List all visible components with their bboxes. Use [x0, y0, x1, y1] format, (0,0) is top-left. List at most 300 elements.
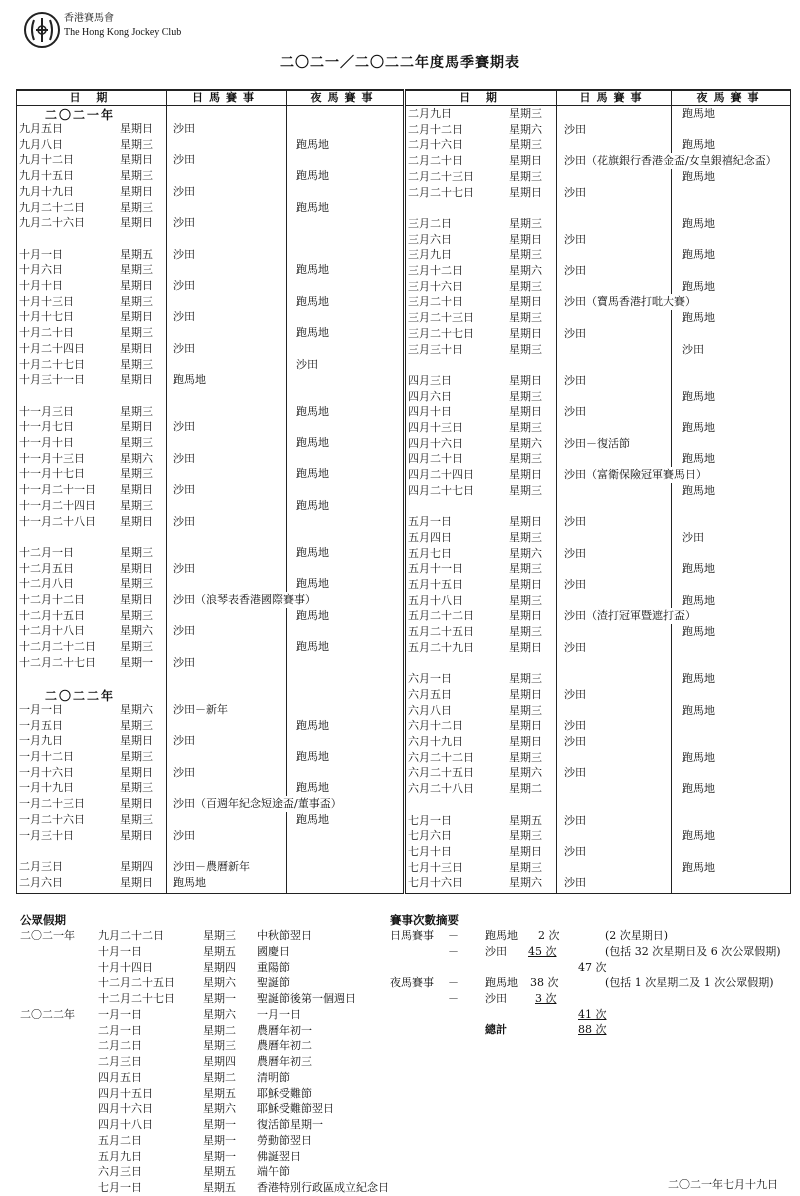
table-row [406, 247, 790, 263]
header-night-racing: 夜馬賽事 [310, 91, 379, 104]
weekday-cell: 星期三 [509, 625, 542, 639]
date-cell: 三月二日 [408, 216, 452, 230]
holiday-name: 端午節 [257, 1165, 290, 1179]
summary-dash: － [448, 945, 459, 958]
summary-title: 賽事次數摘要 [390, 913, 459, 927]
summary-total-count: 88 次 [578, 1023, 607, 1036]
table-row [406, 436, 790, 452]
holiday-name: 農曆年初一 [257, 1023, 312, 1037]
holiday-weekday: 星期一 [203, 1149, 236, 1163]
table-row [17, 231, 403, 247]
table-row [406, 404, 790, 420]
date-cell: 四月二十日 [408, 452, 463, 466]
holiday-name: 佛誕翌日 [257, 1149, 301, 1163]
holiday-row [20, 1086, 380, 1102]
weekday-cell: 星期日 [120, 122, 153, 135]
holiday-date: 四月十六日 [98, 1102, 153, 1116]
date-cell: 三月二十日 [408, 295, 463, 309]
weekday-cell: 星期日 [509, 326, 542, 340]
table-row [406, 734, 790, 750]
day-racing-cell: 跑馬地 [173, 875, 206, 889]
org-name [64, 12, 181, 40]
table-row [406, 216, 790, 232]
year-label-2021: 二〇二一年 [45, 108, 116, 122]
table-row [17, 372, 403, 388]
weekday-cell: 星期日 [120, 341, 153, 355]
day-racing-cell: 沙田（渣打冠軍暨遮打盃） [564, 609, 696, 623]
year-label-2022: 二〇二二年 [45, 689, 116, 703]
weekday-cell: 星期三 [120, 404, 153, 418]
day-racing-cell: 沙田 [564, 766, 586, 780]
table-row [17, 608, 403, 624]
date-cell: 十月十七日 [19, 310, 74, 324]
table-row [17, 545, 403, 561]
weekday-cell: 星期三 [509, 703, 542, 717]
weekday-cell: 星期日 [120, 373, 153, 387]
date-cell: 三月十六日 [408, 279, 463, 293]
header-date: 日 期 [69, 91, 114, 104]
table-row [406, 671, 790, 687]
weekday-cell: 星期日 [509, 844, 542, 858]
weekday-cell: 星期三 [509, 672, 542, 686]
holiday-weekday: 星期五 [203, 1165, 236, 1179]
holiday-row [20, 960, 380, 976]
holidays-title: 公眾假期 [20, 913, 66, 927]
table-row [406, 797, 790, 813]
night-racing-cell: 跑馬地 [296, 436, 329, 449]
weekday-cell: 星期三 [120, 498, 153, 512]
holiday-weekday: 星期六 [203, 1102, 236, 1116]
date-cell: 十月十三日 [19, 294, 74, 308]
day-racing-cell: 沙田 [173, 561, 195, 575]
weekday-cell: 星期三 [120, 200, 153, 214]
summary-night-hv-venue: 跑馬地 [485, 976, 518, 989]
day-racing-cell: 沙田 [564, 876, 586, 890]
weekday-cell: 星期三 [120, 812, 153, 826]
date-cell: 九月二十六日 [19, 216, 85, 230]
date-cell: 六月十二日 [408, 719, 463, 733]
weekday-cell: 星期三 [120, 263, 153, 277]
table-row [406, 279, 790, 295]
weekday-cell: 星期二 [509, 782, 542, 796]
night-racing-cell: 跑馬地 [682, 311, 715, 325]
holiday-row [20, 1164, 380, 1180]
day-racing-cell: 沙田 [564, 813, 586, 827]
weekday-cell: 星期三 [509, 107, 542, 120]
night-racing-cell: 跑馬地 [682, 216, 715, 230]
weekday-cell: 星期三 [509, 829, 542, 843]
date-cell: 十月三十一日 [19, 373, 85, 387]
weekday-cell: 星期日 [120, 483, 153, 497]
date-cell: 六月八日 [408, 703, 452, 717]
date-cell: 十月二十四日 [19, 341, 85, 355]
day-racing-cell: 沙田 [173, 420, 195, 434]
table-row [406, 499, 790, 515]
date-cell: 六月十九日 [408, 735, 463, 748]
date-cell: 一月三十日 [19, 828, 74, 842]
weekday-cell: 星期六 [120, 702, 153, 716]
summary-night-hv-count: 38 次 [530, 976, 559, 989]
weekday-cell: 星期三 [509, 138, 542, 152]
holiday-row [20, 944, 380, 960]
day-racing-cell: 沙田－復活節 [564, 436, 630, 450]
holiday-date: 二月一日 [98, 1023, 142, 1037]
summary-day-st-count: 45 次 [528, 945, 557, 958]
holiday-row [20, 1070, 380, 1086]
holiday-date: 九月二十二日 [98, 929, 164, 942]
date-cell: 十二月十五日 [19, 608, 85, 622]
night-racing-cell: 跑馬地 [682, 107, 715, 120]
weekday-cell: 星期三 [509, 593, 542, 607]
date-cell: 四月十六日 [408, 436, 463, 450]
day-racing-cell: 沙田（富衛保險冠軍賽馬日） [564, 468, 707, 482]
table-row [17, 514, 403, 530]
weekday-cell: 星期日 [120, 216, 153, 230]
night-racing-cell: 跑馬地 [296, 498, 329, 512]
date-cell: 四月三日 [408, 373, 452, 387]
weekday-cell: 星期日 [120, 184, 153, 198]
date-cell: 九月十二日 [19, 153, 74, 167]
date-cell: 十月十日 [19, 279, 63, 292]
weekday-cell: 星期日 [120, 279, 153, 292]
date-cell: 一月二十六日 [19, 812, 85, 826]
date-cell: 十二月二十七日 [19, 655, 96, 669]
night-racing-cell: 跑馬地 [682, 750, 715, 764]
night-racing-cell: 跑馬地 [682, 860, 715, 874]
holiday-row [20, 1007, 380, 1023]
day-racing-cell: 沙田 [173, 341, 195, 355]
holiday-weekday: 星期五 [203, 944, 236, 958]
holiday-name: 重陽節 [257, 960, 290, 974]
table-row [17, 168, 403, 184]
weekday-cell: 星期日 [509, 154, 542, 168]
table-row [406, 294, 790, 310]
table-row [406, 718, 790, 734]
table-row [17, 498, 403, 514]
date-cell: 十一月七日 [19, 420, 74, 434]
table-row [17, 623, 403, 639]
table-row [17, 592, 403, 608]
holiday-row [20, 928, 380, 944]
date-cell: 一月十二日 [19, 750, 74, 763]
date-cell: 三月六日 [408, 232, 452, 246]
weekday-cell: 星期日 [120, 593, 153, 606]
weekday-cell: 星期三 [509, 421, 542, 434]
date-cell: 七月十日 [408, 844, 452, 858]
table-row [406, 593, 790, 609]
weekday-cell: 星期三 [509, 248, 542, 262]
date-cell: 二月三日 [19, 859, 63, 873]
weekday-cell: 星期日 [509, 405, 542, 419]
table-row [17, 843, 403, 859]
day-racing-cell: 沙田 [564, 185, 586, 199]
night-racing-cell: 跑馬地 [296, 137, 329, 151]
holiday-row [20, 1023, 380, 1039]
holiday-row [20, 1038, 380, 1054]
date-cell: 五月十五日 [408, 578, 463, 591]
date-cell: 十二月八日 [19, 577, 74, 591]
weekday-cell: 星期日 [120, 310, 153, 324]
table-row [17, 686, 403, 702]
date-cell: 十一月二十一日 [19, 483, 96, 497]
date-cell: 五月十一日 [408, 562, 463, 576]
day-racing-cell: 沙田 [173, 247, 195, 261]
weekday-cell: 星期三 [509, 452, 542, 466]
day-racing-cell: 沙田（花旗銀行香港金盃/女皇銀禧紀念盃） [564, 154, 777, 168]
date-cell: 十二月五日 [19, 561, 74, 575]
day-racing-cell: 沙田 [564, 640, 586, 654]
holiday-row [20, 1054, 380, 1070]
date-cell: 五月十八日 [408, 593, 463, 607]
date-cell: 九月五日 [19, 122, 63, 135]
date-cell: 十一月十日 [19, 436, 74, 449]
date-cell: 二月十六日 [408, 138, 463, 152]
date-cell: 五月一日 [408, 515, 452, 529]
weekday-cell: 星期日 [509, 468, 542, 482]
table-row [17, 859, 403, 875]
table-row [406, 765, 790, 781]
weekday-cell: 星期日 [120, 828, 153, 842]
holiday-date: 十二月二十七日 [98, 992, 175, 1005]
weekday-cell: 星期日 [509, 578, 542, 591]
header-day-racing: 日馬賽事 [579, 91, 648, 104]
night-racing-cell: 跑馬地 [296, 750, 329, 763]
date-cell: 十一月二十八日 [19, 514, 96, 528]
schedule-table-left [16, 89, 404, 894]
page-title: 二〇二一／二〇二二年度馬季賽期表 [280, 55, 520, 71]
weekday-cell: 星期日 [509, 640, 542, 654]
day-racing-cell: 沙田 [564, 264, 586, 277]
table-row [17, 828, 403, 844]
holiday-name: 復活節星期一 [257, 1118, 323, 1131]
day-racing-cell: 沙田 [173, 514, 195, 528]
date-cell: 七月十六日 [408, 876, 463, 890]
date-cell: 十一月十三日 [19, 451, 85, 465]
day-racing-cell: 沙田 [173, 216, 195, 230]
date-cell: 十二月十二日 [19, 593, 85, 606]
table-row [17, 278, 403, 294]
holiday-name: 農曆年初三 [257, 1055, 312, 1068]
night-racing-cell: 跑馬地 [296, 640, 329, 654]
holiday-weekday: 星期二 [203, 1023, 236, 1037]
weekday-cell: 星期六 [509, 876, 542, 890]
weekday-cell: 星期六 [509, 436, 542, 450]
day-racing-cell: 沙田 [173, 734, 195, 748]
holiday-row [20, 1133, 380, 1149]
weekday-cell: 星期三 [120, 467, 153, 481]
org-name-en: The Hong Kong Jockey Club [64, 27, 182, 38]
weekday-cell: 星期日 [120, 797, 153, 811]
holiday-weekday: 星期四 [203, 960, 236, 974]
date-cell: 六月一日 [408, 672, 452, 686]
summary-day-st-venue: 沙田 [485, 945, 507, 958]
summary-night-hv-note: (包括 1 次星期二及 1 次公眾假期) [605, 976, 774, 989]
day-racing-cell: 沙田 [173, 451, 195, 465]
night-racing-cell: 跑馬地 [682, 625, 715, 639]
date-cell: 十一月二十四日 [19, 498, 96, 512]
summary-dash: － [448, 976, 459, 989]
weekday-cell: 星期四 [120, 859, 153, 873]
weekday-cell: 星期三 [120, 608, 153, 622]
weekday-cell: 星期三 [509, 311, 542, 325]
weekday-cell: 星期三 [120, 577, 153, 591]
holiday-row [20, 991, 380, 1007]
date-cell: 一月十九日 [19, 781, 74, 795]
table-row [406, 844, 790, 860]
weekday-cell: 星期一 [120, 655, 153, 669]
date-cell: 四月六日 [408, 389, 452, 403]
date-cell: 五月四日 [408, 530, 452, 544]
table-row [406, 106, 790, 122]
holiday-date: 十二月二十五日 [98, 976, 175, 990]
table-row [17, 419, 403, 435]
table-row [406, 703, 790, 719]
table-row [17, 482, 403, 498]
org-name-zh: 香港賽馬會 [64, 13, 114, 24]
day-racing-cell: 沙田 [173, 483, 195, 497]
weekday-cell: 星期日 [509, 609, 542, 623]
table-row [406, 122, 790, 138]
summary-night-st-venue: 沙田 [485, 992, 507, 1005]
weekday-cell: 星期三 [509, 483, 542, 497]
day-racing-cell: 沙田（百週年紀念短途盃/董事盃） [173, 797, 342, 811]
night-racing-cell: 沙田 [682, 342, 704, 356]
date-cell: 二月十二日 [408, 122, 463, 136]
day-racing-cell: 沙田（浪琴表香港國際賽事） [173, 593, 316, 606]
holiday-date: 十月十四日 [98, 960, 153, 974]
table-header [17, 91, 403, 106]
date-cell: 五月二十五日 [408, 625, 474, 639]
night-racing-cell: 跑馬地 [296, 169, 329, 183]
table-row [406, 137, 790, 153]
table-row [406, 561, 790, 577]
night-racing-cell: 跑馬地 [296, 326, 329, 340]
table-row [17, 215, 403, 231]
night-racing-cell: 跑馬地 [296, 200, 329, 214]
night-racing-cell: 跑馬地 [682, 782, 715, 796]
summary-day-st-note: (包括 32 次星期日及 6 次公眾假期) [605, 945, 781, 958]
holiday-name: 耶穌受難節 [257, 1086, 312, 1100]
table-row [17, 294, 403, 310]
weekday-cell: 星期三 [509, 169, 542, 183]
night-racing-cell: 跑馬地 [682, 421, 715, 434]
night-racing-cell: 跑馬地 [682, 169, 715, 183]
night-racing-cell: 跑馬地 [296, 545, 329, 559]
weekday-cell: 星期五 [509, 813, 542, 827]
table-header [406, 91, 790, 106]
table-row [17, 702, 403, 718]
table-row [17, 247, 403, 263]
date-cell: 十月六日 [19, 263, 63, 277]
date-cell: 九月十九日 [19, 184, 74, 198]
date-cell: 四月二十七日 [408, 483, 474, 497]
table-row [17, 262, 403, 278]
day-racing-cell: 沙田 [564, 122, 586, 136]
day-racing-cell: 沙田 [173, 655, 195, 669]
weekday-cell: 星期三 [120, 781, 153, 795]
table-row [17, 765, 403, 781]
table-row [17, 812, 403, 828]
holiday-weekday: 星期一 [203, 1118, 236, 1131]
date-cell: 三月三十日 [408, 342, 463, 356]
table-row [17, 875, 403, 891]
day-racing-cell: 沙田 [564, 578, 586, 591]
summary-day-label: 日馬賽事 [390, 929, 434, 942]
holiday-name: 一月一日 [257, 1007, 301, 1021]
table-row [406, 326, 790, 342]
table-row [406, 451, 790, 467]
table-row [17, 309, 403, 325]
night-racing-cell: 沙田 [682, 530, 704, 544]
weekday-cell: 星期日 [120, 153, 153, 167]
table-row [17, 733, 403, 749]
summary-night-total: 41 次 [578, 1008, 607, 1021]
day-racing-cell: 沙田 [564, 232, 586, 246]
summary-day-total: 47 次 [578, 961, 607, 974]
holiday-date: 二月三日 [98, 1055, 142, 1068]
table-row [17, 325, 403, 341]
weekday-cell: 星期三 [509, 530, 542, 544]
table-row [406, 750, 790, 766]
holiday-row [20, 975, 380, 991]
issue-date: 二〇二一年七月十九日 [668, 1178, 778, 1191]
day-racing-cell: 沙田－新年 [173, 702, 228, 716]
table-row [17, 796, 403, 812]
holiday-row [20, 1149, 380, 1165]
date-cell: 九月二十二日 [19, 200, 85, 214]
date-cell: 五月二十二日 [408, 609, 474, 623]
table-row [17, 184, 403, 200]
date-cell: 一月二十三日 [19, 797, 85, 811]
day-racing-cell: 沙田 [173, 310, 195, 324]
holiday-date: 七月一日 [98, 1181, 142, 1194]
night-racing-cell: 跑馬地 [682, 389, 715, 403]
table-row [406, 373, 790, 389]
schedule-table-right [405, 89, 791, 894]
weekday-cell: 星期三 [509, 389, 542, 403]
holiday-name: 中秋節翌日 [257, 929, 312, 942]
table-row [17, 655, 403, 671]
date-cell: 十二月二十二日 [19, 640, 96, 654]
date-cell: 七月六日 [408, 829, 452, 843]
holiday-row [20, 1117, 380, 1133]
date-cell: 六月二十二日 [408, 750, 474, 764]
date-cell: 十一月十七日 [19, 467, 85, 481]
weekday-cell: 星期日 [509, 185, 542, 199]
holiday-name: 耶穌受難節翌日 [257, 1102, 334, 1116]
table-row [406, 813, 790, 829]
table-row [406, 263, 790, 279]
weekday-cell: 星期日 [509, 373, 542, 387]
date-cell: 二月二十七日 [408, 185, 474, 199]
table-row [406, 483, 790, 499]
date-cell: 九月十五日 [19, 169, 74, 183]
night-racing-cell: 跑馬地 [296, 467, 329, 481]
day-racing-cell: 沙田 [173, 624, 195, 638]
summary-night-label: 夜馬賽事 [390, 976, 434, 989]
night-racing-cell: 跑馬地 [296, 404, 329, 418]
date-cell: 六月五日 [408, 687, 452, 701]
weekday-cell: 星期日 [509, 515, 542, 529]
weekday-cell: 星期日 [509, 295, 542, 309]
weekday-cell: 星期五 [120, 247, 153, 261]
date-cell: 一月九日 [19, 734, 63, 748]
table-row [406, 514, 790, 530]
summary-day-hv-venue: 跑馬地 [485, 929, 518, 942]
holiday-weekday: 星期二 [203, 1070, 236, 1084]
day-racing-cell: 沙田 [173, 184, 195, 198]
weekday-cell: 星期三 [509, 860, 542, 874]
